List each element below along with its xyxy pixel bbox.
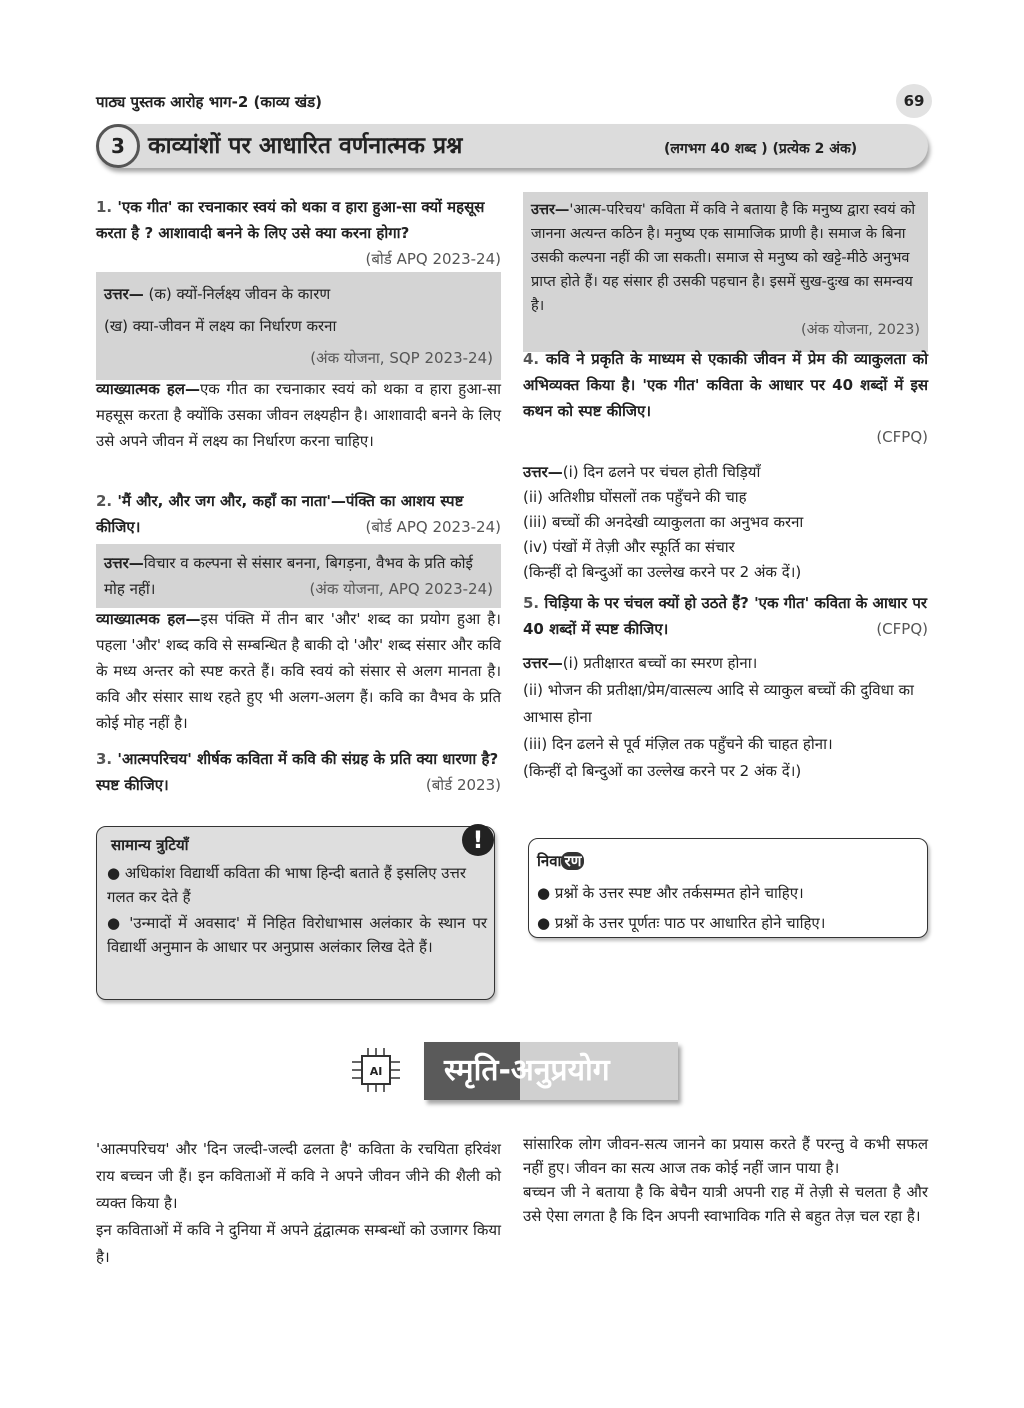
smriti-right-p1: सांसारिक लोग जीवन-सत्य जानने का प्रयास करते हैं परन्तु वे कभी सफल नहीं हुए। जीवन का सत्य आज तक कोई नहीं जान पाया है। — [523, 1135, 928, 1177]
answer-point: (iii) दिन ढलने से पूर्व मंज़िल तक पहुँचने की चाहत होना। — [523, 735, 833, 753]
smriti-heading: स्मृति-अनुप्रयोग — [444, 1053, 610, 1088]
answer-4 — [523, 460, 928, 585]
answer-box-3 — [523, 192, 928, 352]
question-number: 5. — [523, 594, 540, 612]
answer-5 — [523, 650, 928, 785]
smriti-left — [96, 1136, 501, 1271]
ai-chip-icon — [346, 1046, 406, 1096]
answer-text: विचार व कल्पना से संसार बनना, बिगड़ना, वैभव के प्रति कोई मोह नहीं। — [104, 554, 473, 598]
section-number-badge: 3 — [96, 124, 140, 168]
answer-label: उत्तर— — [531, 202, 570, 218]
question-1 — [96, 194, 501, 272]
marking-scheme: (अंक योजना, SQP 2023-24) — [310, 349, 493, 367]
question-source: (बोर्ड APQ 2023-24) — [365, 250, 501, 268]
answer-point: (i) प्रतीक्षारत बच्चों का स्मरण होना। — [562, 654, 758, 672]
question-number: 4. — [523, 350, 540, 368]
common-errors-title: सामान्य त्रुटियाँ — [111, 836, 189, 854]
answer-point: (ii) अतिशीघ्र घोंसलों तक पहुँचने की चाह — [523, 488, 747, 506]
question-text: चिड़िया के पर चंचल क्यों हो उठते हैं? 'एक गीत' कविता के आधार पर 40 शब्दों में स्पष्ट कीजिए। — [523, 594, 927, 638]
explanation-text: इस पंक्ति में तीन बार 'और' शब्द का प्रयोग हुआ है। पहला 'और' शब्द कवि से सम्बन्धित है बाकी दो 'और' शब्द संसार और कवि के मध्य अन्तर को स्पष्ट करते हैं। कवि स्वयं को संसार से अलग मानता है। कवि और संसार साथ रहते हुए भी अलग-अलग हैं। कवि का वैभव के प्रति कोई मोह नहीं है। — [96, 610, 501, 732]
explanation-label: व्याख्यात्मक हल— — [96, 610, 201, 628]
answer-label: उत्तर— — [523, 463, 563, 481]
question-2 — [96, 488, 501, 540]
answer-box-1 — [96, 272, 501, 380]
question-source: (CFPQ) — [876, 620, 928, 638]
book-title: पाठ्य पुस्तक आरोह भाग-2 (काव्य खंड) — [96, 93, 322, 111]
ai-label: AI — [369, 1065, 383, 1078]
smriti-right — [523, 1132, 928, 1228]
error-item: ● 'उन्मादों में अवसाद' में निहित विरोधाभास अलंकार के स्थान पर विद्यार्थी अनुमान के आधार पर अनुप्रास अलंकार लिख देते हैं। — [107, 914, 488, 956]
smriti-left-p1: 'आत्मपरिचय' और 'दिन जल्दी-जल्दी ढलता है' कविता के रचयिता हरिवंश राय बच्चन जी हैं। इन कविताओं में कवि ने अपने जीवन जीने की शैली को व्यक्त किया है। — [96, 1140, 501, 1212]
section-title: काव्यांशों पर आधारित वर्णनात्मक प्रश्न — [148, 133, 463, 159]
section-note: (लगभग 40 शब्द ) (प्रत्येक 2 अंक) — [664, 141, 858, 157]
marking-scheme: (अंक योजना, 2023) — [801, 322, 920, 338]
explanation-text: एक गीत का रचनाकार स्वयं को थका व हारा हुआ-सा महसूस करता है क्योंकि उसका जीवन लक्ष्यहीन है। आशावादी बनने के लिए उसे अपने जीवन में लक्ष्य का निर्धारण करना चाहिए। — [96, 380, 502, 450]
answer-label: उत्तर— — [523, 654, 563, 672]
question-source: (CFPQ) — [876, 428, 928, 446]
question-source: (बोर्ड APQ 2023-24) — [365, 518, 501, 536]
answer-point: (iv) पंखों में तेज़ी और स्फूर्ति का संचार — [523, 538, 735, 556]
question-3 — [96, 746, 501, 798]
question-text: 'आत्मपरिचय' शीर्षक कविता में कवि की संग्रह के प्रति क्या धारणा है? स्पष्ट कीजिए। — [96, 750, 499, 794]
warning-icon: ! — [462, 824, 494, 856]
marking-scheme: (अंक योजना, APQ 2023-24) — [309, 580, 493, 598]
question-number: 2. — [96, 492, 113, 510]
answer-box-2 — [96, 544, 501, 608]
answer-b: (ख) क्या-जीवन में लक्ष्य का निर्धारण करना — [104, 317, 337, 335]
answer-note: (किन्हीं दो बिन्दुओं का उल्लेख करने पर 2 अंक दें।) — [523, 762, 802, 780]
answer-label: उत्तर— — [104, 285, 144, 303]
question-source: (बोर्ड 2023) — [425, 776, 501, 794]
explanation-label: व्याख्यात्मक हल— — [96, 380, 200, 398]
remedy-box — [528, 838, 928, 938]
question-text: कवि ने प्रकृति के माध्यम से एकाकी जीवन में प्रेम की व्याकुलता को अभिव्यक्त किया है। 'एक गीत' कविता के आधार पर 40 शब्दों में इस कथन को स्पष्ट कीजिए। — [523, 350, 928, 420]
question-text: 'एक गीत' का रचनाकार स्वयं को थका व हारा हुआ-सा क्यों महसूस करता है ? आशावादी बनने के लिए उसे क्या करना होगा? — [96, 198, 485, 242]
question-number: 3. — [96, 750, 113, 768]
question-5 — [523, 590, 928, 642]
common-errors-box — [96, 826, 495, 1000]
remedy-title: निवा रण — [537, 851, 584, 871]
remedy-item: ● प्रश्नों के उत्तर स्पष्ट और तर्कसम्मत होने चाहिए। — [537, 884, 804, 902]
question-4 — [523, 346, 928, 450]
question-text: 'मैं और, और जग और, कहाँ का नाता'—पंक्ति का आशय स्पष्ट कीजिए। — [96, 492, 464, 536]
page-number: 69 — [896, 84, 932, 118]
answer-text: 'आत्म-परिचय' कविता में कवि ने बताया है कि मनुष्य द्वारा स्वयं को जानना अत्यन्त कठिन है। मनुष्य एक सामाजिक प्राणी है। समाज के बिना उसकी कल्पना नहीं की जा सकती। समाज से मनुष्य को खट्टे-मीठे अनुभव प्राप्त होते हैं। यह संसार ही उसकी पहचान है। इसमें सुख-दुःख का समन्वय है। — [531, 202, 916, 314]
answer-label: उत्तर— — [104, 554, 144, 572]
remedy-item: ● प्रश्नों के उत्तर पूर्णतः पाठ पर आधारित होने चाहिए। — [537, 914, 826, 932]
remedy-title-highlight: रण — [561, 852, 584, 870]
smriti-right-p2: बच्चन जी ने बताया है कि बेचैन यात्री अपनी राह में तेज़ी से चलता है और उसे ऐसा लगता है कि दिन अपनी स्वाभाविक गति से बहुत तेज़ चल रहा है। — [523, 1183, 928, 1225]
answer-note: (किन्हीं दो बिन्दुओं का उल्लेख करने पर 2 अंक दें।) — [523, 563, 802, 581]
smriti-left-p2: इन कविताओं में कवि ने दुनिया में अपने द्वंद्वात्मक सम्बन्धों को उजागर किया है। — [96, 1221, 501, 1266]
explanation-1 — [96, 376, 501, 454]
answer-point: (iii) बच्चों की अनदेखी व्याकुलता का अनुभव करना — [523, 513, 804, 531]
answer-a: (क) क्यों-निर्लक्ष्य जीवन के कारण — [148, 285, 331, 303]
answer-point: (ii) भोजन की प्रतीक्षा/प्रेम/वात्सल्य आदि से व्याकुल बच्चों की दुविधा का आभास होना — [523, 681, 914, 726]
error-item: ● अधिकांश विद्यार्थी कविता की भाषा हिन्दी बताते हैं इसलिए उत्तर गलत कर देते हैं — [107, 864, 466, 906]
answer-point: (i) दिन ढलने पर चंचल होती चिड़ियाँ — [562, 463, 761, 481]
explanation-2 — [96, 606, 501, 736]
question-number: 1. — [96, 198, 113, 216]
